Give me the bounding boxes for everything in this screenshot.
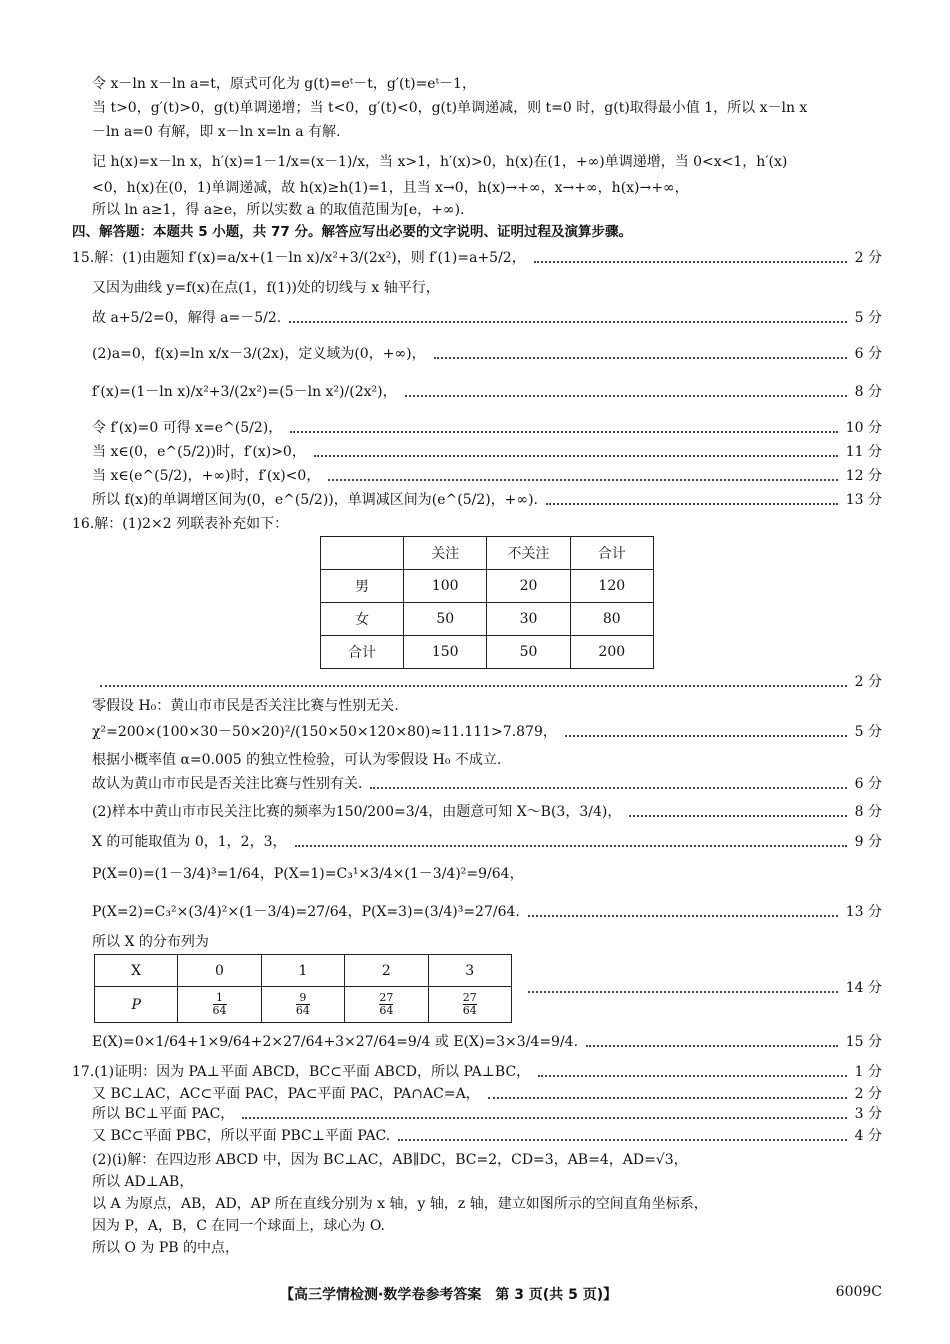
scored-line — [92, 380, 882, 404]
scored-line — [92, 342, 882, 366]
page-footer: 【高三学情检测·数学卷参考答案 第 3 页(共 5 页)】 — [280, 1287, 618, 1303]
scored-line — [72, 1060, 882, 1084]
score-label: 4 分 — [854, 1128, 882, 1144]
score-label: 14 分 — [845, 980, 882, 996]
scored-line — [92, 306, 882, 330]
table-cell — [321, 537, 404, 570]
text-line: 令 x－ln x－ln a=t，原式可化为 g(t)=eᵗ－t，g′(t)=eᵗ－1， — [92, 76, 476, 92]
score-label: 12 分 — [845, 468, 882, 484]
text-line: 16.解：(1)2×2 列联表补充如下： — [72, 516, 289, 532]
table-cell: 100 — [404, 570, 487, 603]
line-text: 15.解：(1)由题知 f′(x)=a/x+(1－ln x)/x²+3/(2x²)，则 f′(1)=a+5/2， — [72, 250, 526, 266]
table-row — [95, 987, 512, 1023]
table-row — [321, 603, 654, 636]
score-label: 6 分 — [854, 346, 882, 362]
text-line: 所以 AD⊥AB， — [92, 1174, 194, 1190]
score-label: 5 分 — [854, 724, 882, 740]
text-line: 又因为曲线 y=f(x)在点(1，f(1))处的切线与 x 轴平行， — [92, 280, 440, 296]
table-cell: X — [95, 955, 178, 987]
table-cell: 3 — [428, 955, 511, 987]
score-label: 2 分 — [854, 250, 882, 266]
line-text: (2)a=0，f(x)=ln x/x－3/(2x)，定义域为(0，+∞)， — [92, 346, 426, 362]
table-cell: $\frac{9}{64}$ — [261, 987, 344, 1023]
scored-line — [92, 1102, 882, 1126]
line-text: 故 a+5/2=0，解得 a=－5/2. — [92, 310, 282, 326]
scored-line — [92, 440, 882, 464]
table-cell: 120 — [570, 570, 653, 603]
text-line: (2)(i)解：在四边形 ABCD 中，因为 BC⊥AC，AB∥DC，BC=2，CD=3，AB=4，AD=√3， — [92, 1152, 688, 1168]
table-cell: 80 — [570, 603, 653, 636]
table-cell: 不关注 — [487, 537, 570, 570]
scored-line — [92, 488, 882, 512]
score-label: 13 分 — [845, 492, 882, 508]
line-text: X 的可能取值为 0，1，2，3， — [92, 834, 287, 850]
table-row — [95, 955, 512, 987]
table-cell: 20 — [487, 570, 570, 603]
table-cell: $\frac{27}{64}$ — [345, 987, 428, 1023]
table-row — [321, 570, 654, 603]
line-text: 当 x∈(e^(5/2)，+∞)时，f′(x)<0， — [92, 468, 321, 484]
scored-line — [72, 246, 882, 270]
text-line: 根据小概率值 α=0.005 的独立性检验，可认为零假设 H₀ 不成立. — [92, 752, 502, 768]
table-cell: 2 — [345, 955, 428, 987]
line-text: 当 x∈(0，e^(5/2))时，f′(x)>0， — [92, 444, 306, 460]
scored-line — [520, 976, 882, 1000]
line-text: P(X=2)=C₃²×(3/4)²×(1－3/4)=27/64，P(X=3)=(3/4)³=27/64. — [92, 904, 520, 920]
text-line: <0，h(x)在(0，1)单调递减，故 h(x)≥h(1)=1，且当 x→0，h(x)→+∞，x→+∞，h(x)→+∞， — [92, 180, 689, 196]
score-label: 8 分 — [854, 384, 882, 400]
table-cell: 1 — [261, 955, 344, 987]
distribution-table — [94, 954, 512, 1023]
text-line: 所以 ln a≥1，得 a≥e，所以实数 a 的取值范围为[e，+∞). — [92, 202, 465, 218]
score-label: 9 分 — [854, 834, 882, 850]
contingency-table — [320, 536, 654, 669]
table-cell: $\frac{1}{64}$ — [178, 987, 261, 1023]
text-line: 以 A 为原点，AB，AD，AP 所在直线分别为 x 轴，y 轴，z 轴，建立如图所示的空间直角坐标系， — [92, 1196, 708, 1212]
table-cell: 200 — [570, 636, 653, 669]
text-line: 当 t>0，g′(t)>0，g(t)单调递增；当 t<0，g′(t)<0，g(t)单调递减，则 t=0 时，g(t)取得最小值 1，所以 x－ln x — [92, 100, 808, 116]
line-text: 故认为黄山市市民是否关注比赛与性别有关. — [92, 776, 363, 792]
table-cell: 150 — [404, 636, 487, 669]
line-text: 17.(1)证明：因为 PA⊥平面 ABCD，BC⊂平面 ABCD，所以 PA⊥BC， — [72, 1064, 531, 1080]
section-heading: 四、解答题：本题共 5 小题，共 77 分。解答应写出必要的文字说明、证明过程及演算步骤。 — [72, 224, 632, 240]
score-label: 13 分 — [845, 904, 882, 920]
text-line: －ln a=0 有解，即 x－ln x=ln a 有解. — [92, 124, 341, 140]
score-label: 15 分 — [845, 1034, 882, 1050]
text-line: P(X=0)=(1－3/4)³=1/64，P(X=1)=C₃¹×3/4×(1－3/4)²=9/64， — [92, 866, 524, 882]
table-cell: 合计 — [570, 537, 653, 570]
score-label: 6 分 — [854, 776, 882, 792]
table-cell: $\frac{27}{64}$ — [428, 987, 511, 1023]
line-text: E(X)=0×1/64+1×9/64+2×27/64+3×27/64=9/4 或 E(X)=3×3/4=9/4. — [92, 1034, 579, 1050]
scored-line — [92, 830, 882, 854]
line-text: χ²=200×(100×30－50×20)²/(150×50×120×80)≈11.111>7.879， — [92, 724, 557, 740]
score-label: 3 分 — [854, 1106, 882, 1122]
line-text: 令 f′(x)=0 可得 x=e^(5/2)， — [92, 420, 283, 436]
scored-line — [92, 1124, 882, 1148]
score-label: 8 分 — [854, 804, 882, 820]
scored-line — [92, 670, 882, 694]
line-text: (2)样本中黄山市市民关注比赛的频率为150/200=3/4，由题意可知 X～B(3，3/4)， — [92, 804, 622, 820]
line-text: 又 BC⊂平面 PBC，所以平面 PBC⊥平面 PAC. — [92, 1128, 391, 1144]
table-cell: 50 — [404, 603, 487, 636]
text-line: 所以 O 为 PB 的中点， — [92, 1240, 239, 1256]
table-cell: 关注 — [404, 537, 487, 570]
table-cell: 50 — [487, 636, 570, 669]
scored-line — [92, 1030, 882, 1054]
document-code: 6009C — [835, 1284, 882, 1300]
line-text: 所以 f(x)的单调增区间为(0，e^(5/2))，单调减区间为(e^(5/2)，+∞). — [92, 492, 538, 508]
table-row — [321, 537, 654, 570]
scored-line — [92, 772, 882, 796]
text-line: 所以 X 的分布列为 — [92, 934, 209, 950]
text-line: 零假设 H₀：黄山市市民是否关注比赛与性别无关. — [92, 698, 399, 714]
scored-line — [92, 900, 882, 924]
table-row — [321, 636, 654, 669]
scored-line — [92, 416, 882, 440]
score-label: 11 分 — [845, 444, 882, 460]
text-line: 因为 P，A，B，C 在同一个球面上，球心为 O. — [92, 1218, 385, 1234]
score-label: 2 分 — [854, 674, 882, 690]
table-cell: 男 — [321, 570, 404, 603]
score-label: 2 分 — [854, 1086, 882, 1102]
text-line: 记 h(x)=x－ln x，h′(x)=1－1/x=(x－1)/x，当 x>1，h′(x)>0，h(x)在(1，+∞)单调递增，当 0<x<1，h′(x) — [92, 154, 788, 170]
line-text: 所以 BC⊥平面 PAC， — [92, 1106, 235, 1122]
table-cell: P — [95, 987, 178, 1023]
line-text: f′(x)=(1－ln x)/x²+3/(2x²)=(5－ln x²)/(2x²)， — [92, 384, 397, 400]
scored-line — [92, 464, 882, 488]
scored-line — [92, 720, 882, 744]
table-cell: 女 — [321, 603, 404, 636]
table-cell: 合计 — [321, 636, 404, 669]
line-text: 又 BC⊥AC，AC⊂平面 PAC，PA⊂平面 PAC，PA∩AC=A， — [92, 1086, 480, 1102]
table-cell: 0 — [178, 955, 261, 987]
scored-line — [92, 800, 882, 824]
score-label: 1 分 — [854, 1064, 882, 1080]
score-label: 5 分 — [854, 310, 882, 326]
score-label: 10 分 — [845, 420, 882, 436]
table-cell: 30 — [487, 603, 570, 636]
